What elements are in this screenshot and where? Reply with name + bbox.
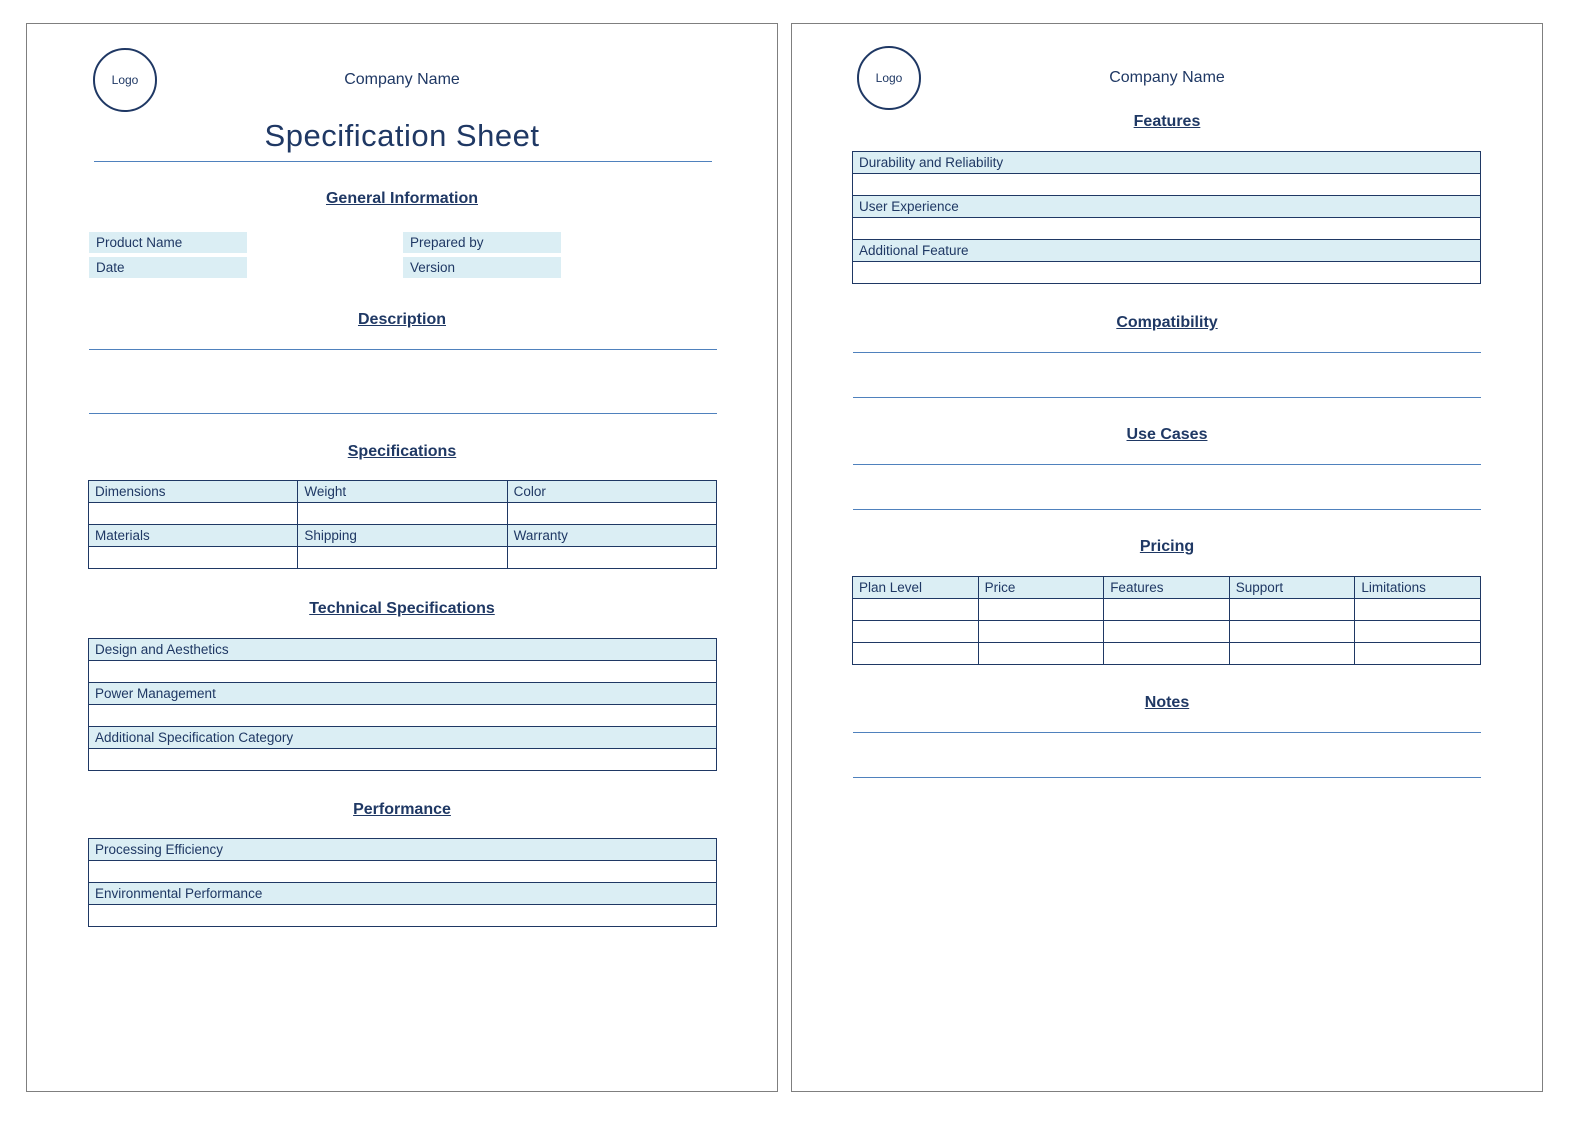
- table-row: [89, 749, 717, 771]
- table-row: [89, 639, 717, 661]
- company-name: Company Name: [1109, 69, 1225, 86]
- spec-label-color: Color: [507, 481, 716, 503]
- spec-value-cell[interactable]: [507, 503, 716, 525]
- pricing-cell[interactable]: [978, 599, 1104, 621]
- performance-value-cell[interactable]: [89, 905, 717, 927]
- tech-spec-value-cell[interactable]: [89, 661, 717, 683]
- feature-label: Additional Feature: [853, 240, 1481, 262]
- general-information-heading: General Information: [325, 190, 479, 207]
- spec-value-cell[interactable]: [507, 547, 716, 569]
- date-field[interactable]: Date: [89, 257, 247, 278]
- pricing-cell[interactable]: [1104, 621, 1230, 643]
- table-row: [89, 839, 717, 861]
- use-cases-heading: Use Cases: [1126, 426, 1208, 443]
- table-row: [853, 621, 1481, 643]
- compatibility-heading: Compatibility: [1116, 314, 1218, 331]
- logo-placeholder: [857, 46, 921, 110]
- pricing-col-features: Features: [1104, 577, 1230, 599]
- table-row: [853, 218, 1481, 240]
- compatibility-line-2[interactable]: [853, 397, 1481, 398]
- pricing-cell[interactable]: [1104, 599, 1230, 621]
- table-row: [89, 661, 717, 683]
- pricing-cell[interactable]: [978, 643, 1104, 665]
- spec-label-materials: Materials: [89, 525, 298, 547]
- pricing-cell[interactable]: [1229, 599, 1355, 621]
- pricing-col-support: Support: [1229, 577, 1355, 599]
- use-cases-line-1[interactable]: [853, 464, 1481, 465]
- feature-value-cell[interactable]: [853, 262, 1481, 284]
- spec-label-warranty: Warranty: [507, 525, 716, 547]
- table-row: [853, 196, 1481, 218]
- technical-specifications-table: [88, 638, 717, 771]
- spec-value-cell[interactable]: [298, 503, 507, 525]
- use-cases-line-2[interactable]: [853, 509, 1481, 510]
- pricing-table: [852, 576, 1481, 665]
- pricing-cell[interactable]: [1355, 643, 1481, 665]
- specifications-table: [88, 480, 717, 569]
- logo-placeholder: [93, 48, 157, 112]
- technical-specifications-heading: Technical Specifications: [309, 600, 495, 617]
- table-row: [89, 727, 717, 749]
- table-row: [853, 240, 1481, 262]
- pricing-heading: Pricing: [1139, 538, 1195, 555]
- pricing-col-limitations: Limitations: [1355, 577, 1481, 599]
- feature-value-cell[interactable]: [853, 218, 1481, 240]
- logo-text: Logo: [875, 71, 903, 85]
- features-table: [852, 151, 1481, 284]
- version-field[interactable]: Version: [403, 257, 561, 278]
- pricing-col-price: Price: [978, 577, 1104, 599]
- table-row: [853, 643, 1481, 665]
- logo-text: Logo: [111, 73, 139, 87]
- spec-value-cell[interactable]: [298, 547, 507, 569]
- table-row: [89, 547, 717, 569]
- product-name-field[interactable]: Product Name: [89, 232, 247, 253]
- tech-spec-value-cell[interactable]: [89, 705, 717, 727]
- pricing-cell[interactable]: [1104, 643, 1230, 665]
- notes-line-1[interactable]: [853, 732, 1481, 733]
- pricing-cell[interactable]: [1355, 621, 1481, 643]
- pricing-cell[interactable]: [853, 599, 979, 621]
- feature-label: User Experience: [853, 196, 1481, 218]
- feature-label: Durability and Reliability: [853, 152, 1481, 174]
- tech-spec-label: Design and Aesthetics: [89, 639, 717, 661]
- table-row: [89, 525, 717, 547]
- performance-value-cell[interactable]: [89, 861, 717, 883]
- tech-spec-value-cell[interactable]: [89, 749, 717, 771]
- feature-value-cell[interactable]: [853, 174, 1481, 196]
- tech-spec-label: Power Management: [89, 683, 717, 705]
- table-row: [89, 481, 717, 503]
- tech-spec-label: Additional Specification Category: [89, 727, 717, 749]
- pricing-cell[interactable]: [1229, 643, 1355, 665]
- table-row: [89, 503, 717, 525]
- page-2: [791, 23, 1543, 1092]
- prepared-by-field[interactable]: Prepared by: [403, 232, 561, 253]
- notes-line-2[interactable]: [853, 777, 1481, 778]
- specifications-heading: Specifications: [347, 443, 457, 460]
- compatibility-line-1[interactable]: [853, 352, 1481, 353]
- pricing-cell[interactable]: [1355, 599, 1481, 621]
- document-title: Specification Sheet: [264, 118, 540, 153]
- company-name: Company Name: [344, 71, 460, 88]
- description-line-2[interactable]: [89, 413, 717, 414]
- table-row: [89, 883, 717, 905]
- performance-label: Environmental Performance: [89, 883, 717, 905]
- pricing-col-plan-level: Plan Level: [853, 577, 979, 599]
- spec-value-cell[interactable]: [89, 503, 298, 525]
- notes-heading: Notes: [1144, 694, 1190, 711]
- page-1: [26, 23, 778, 1092]
- description-line-1[interactable]: [89, 349, 717, 350]
- pricing-cell[interactable]: [853, 621, 979, 643]
- title-rule: [94, 161, 712, 162]
- table-row: [853, 577, 1481, 599]
- performance-table: [88, 838, 717, 927]
- spec-label-dimensions: Dimensions: [89, 481, 298, 503]
- performance-label: Processing Efficiency: [89, 839, 717, 861]
- table-row: [853, 262, 1481, 284]
- spec-value-cell[interactable]: [89, 547, 298, 569]
- table-row: [89, 683, 717, 705]
- features-heading: Features: [1133, 113, 1201, 130]
- spec-label-weight: Weight: [298, 481, 507, 503]
- performance-heading: Performance: [353, 801, 451, 818]
- table-row: [853, 174, 1481, 196]
- table-row: [853, 599, 1481, 621]
- pricing-cell[interactable]: [853, 643, 979, 665]
- description-heading: Description: [357, 311, 446, 328]
- table-row: [853, 152, 1481, 174]
- table-row: [89, 705, 717, 727]
- table-row: [89, 905, 717, 927]
- pricing-cell[interactable]: [1229, 621, 1355, 643]
- spec-label-shipping: Shipping: [298, 525, 507, 547]
- pricing-cell[interactable]: [978, 621, 1104, 643]
- table-row: [89, 861, 717, 883]
